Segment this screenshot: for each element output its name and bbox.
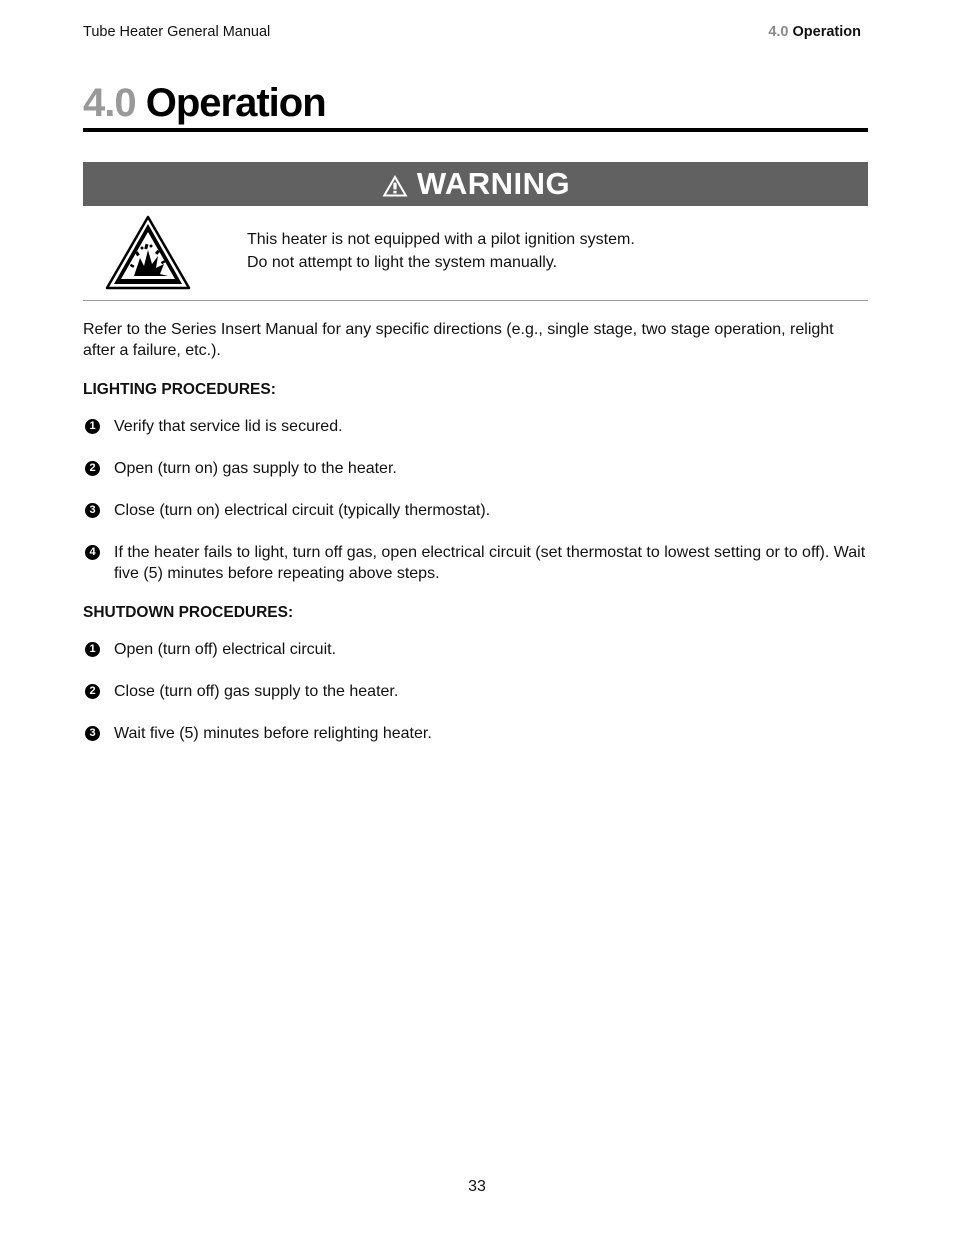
chapter-title: [83, 78, 326, 128]
explosion-hazard-icon: [104, 214, 192, 292]
warning-line-2: Do not attempt to light the system manually.: [247, 254, 558, 271]
shutdown-step-3: [85, 723, 870, 744]
lighting-procedures-heading: LIGHTING PROCEDURES:: [83, 381, 276, 398]
warning-banner: [83, 162, 868, 206]
step-text: Open (turn off) electrical circuit.: [114, 641, 337, 658]
shutdown-step-1: [85, 639, 870, 660]
warning-divider: [83, 300, 868, 301]
step-text: Wait five (5) minutes before relighting heater.: [114, 725, 432, 742]
step-text: Verify that service lid is secured.: [114, 418, 343, 435]
step-number-badge: 3: [85, 503, 100, 518]
step-number-badge: 3: [85, 726, 100, 741]
step-text: Close (turn off) gas supply to the heater.: [114, 683, 399, 700]
step-number-badge: 2: [85, 461, 100, 476]
running-header-manual-title: Tube Heater General Manual: [83, 24, 271, 40]
step-number-badge: 1: [85, 419, 100, 434]
running-header-section-number: 4.0: [768, 24, 789, 40]
step-number-badge: 2: [85, 684, 100, 699]
lighting-step-3: [85, 500, 870, 521]
warning-message: [247, 228, 635, 274]
running-header-section: [768, 24, 861, 40]
shutdown-procedures-heading: SHUTDOWN PROCEDURES:: [83, 604, 294, 621]
running-header-section-name: Operation: [792, 24, 861, 40]
lighting-step-1: [85, 416, 870, 437]
step-number-badge: 1: [85, 642, 100, 657]
warning-label: WARNING: [416, 166, 571, 201]
lighting-step-2: [85, 458, 870, 479]
title-rule: [83, 128, 868, 132]
chapter-number: 4.0: [83, 81, 136, 125]
step-text: Open (turn on) gas supply to the heater.: [114, 460, 397, 477]
intro-paragraph: Refer to the Series Insert Manual for any specific directions (e.g., single stage, two stage operation, relight after a failure, etc.).: [83, 321, 834, 359]
page-number: 33: [468, 1178, 486, 1195]
step-number-badge: 4: [85, 545, 100, 560]
chapter-name: Operation: [145, 81, 326, 125]
warning-line-1: This heater is not equipped with a pilot ignition system.: [247, 231, 635, 248]
lighting-step-4: [85, 542, 870, 584]
shutdown-step-2: [85, 681, 870, 702]
step-text: If the heater fails to light, turn off gas, open electrical circuit (set thermostat to lowest setting or to off). Wait five (5) minutes before repeating above steps.: [114, 544, 866, 582]
step-text: Close (turn on) electrical circuit (typically thermostat).: [114, 502, 491, 519]
warning-triangle-icon: [381, 173, 409, 198]
